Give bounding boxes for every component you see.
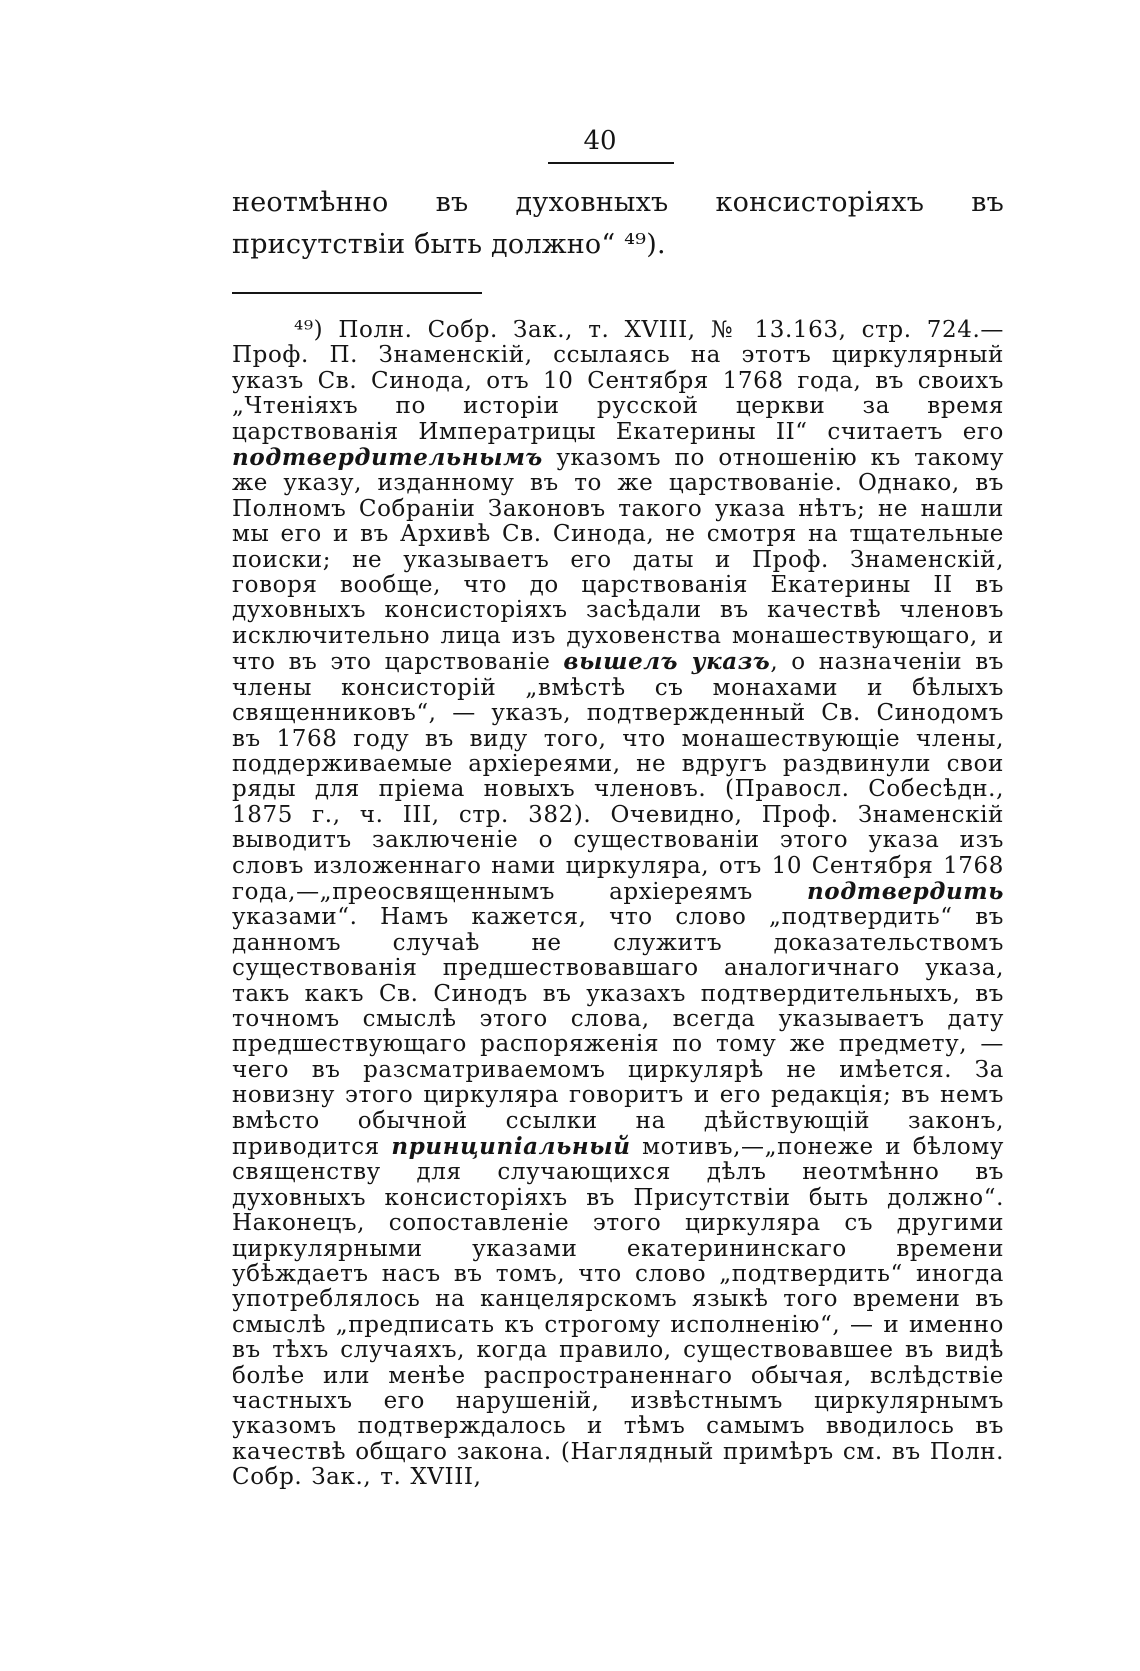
footnote-italic: вышелъ указъ — [563, 648, 771, 676]
footnote-italic: принципіальный — [391, 1133, 631, 1160]
header-rule — [548, 162, 674, 164]
footnote-segment: , о назначеніи въ члены консисторій „вмѣстѣ съ монахами и бѣлыхъ священниковъ“, — указъ, подтвержденный Св. Синодомъ въ 1768 году въ виду того, что монашествующіе члены, поддерживаемые архіереями, не вдругъ раздвинули свои ряды для пріема новыхъ членовъ. (Правосл. Собесѣдн., 1875 г., ч. III, стр. 382). Очевидно, Проф. Знаменскій выводитъ заключеніе о существованіи этого указа изъ словъ изложеннаго нами циркуляра, отъ 10 Сентября 1768 года,—„преосвященнымъ архіереямъ — [232, 649, 1005, 905]
footnote-segment: указами“. Намъ кажется, что слово „подтвердить“ въ данномъ случаѣ не служитъ доказательствомъ существованія предшествовавшаго аналогичнаго указа, такъ какъ Св. Синодъ въ указахъ подтвердительныхъ, въ точномъ смыслѣ этого слова, всегда указываетъ дату предшествующаго распоряженія по тому же предмету, — чего въ разсматриваемомъ циркулярѣ не имѣется. За новизну этого циркуляра говоритъ и его редакція; въ немъ вмѣсто обычной ссылки на дѣйствующій законъ, приводится — [232, 904, 1004, 1160]
footnote-separator — [232, 292, 482, 294]
page-number: 40 — [583, 126, 617, 156]
footnote-marker: ⁴⁹) — [294, 317, 324, 343]
footnote — [232, 318, 1004, 1491]
main-text: неотмѣнно въ духовныхъ консисторіяхъ въ присутствіи быть должно“ ⁴⁹). — [232, 187, 1004, 260]
footnote-italic: подтвердительнымъ — [232, 444, 543, 472]
footnote-segment: мотивъ,—„понеже и бѣлому священству для случающихся дѣлъ неотмѣнно въ духовныхъ консисторіяхъ въ Присутствіи быть должно“. Наконецъ, сопоставленіе этого циркуляра съ другими циркулярными указами екатерининскаго времени убѣждаетъ насъ въ томъ, что слово „подтвердить“ иногда употреблялось на канцелярскомъ языкѣ того времени въ смыслѣ „предписать къ строгому исполненію“, — и именно въ тѣхъ случаяхъ, когда правило, существовавшее въ видѣ болѣе или менѣе распространеннаго обычая, вслѣдствіе частныхъ его нарушеній, извѣстнымъ циркулярнымъ указомъ подтверждалось и тѣмъ самымъ вводилось въ качествѣ общаго закона. (Наглядный примѣръ см. въ Полн. Собр. Зак., т. XVIII, — [232, 1134, 1004, 1491]
footnote-segment: указомъ по отношенію къ такому же указу, изданному въ то же царствованіе. Однако, въ Полномъ Собраніи Законовъ такого указа нѣтъ; не нашли мы его и въ Архивѣ Св. Синода, не смотря на тщательные поиски; не указываетъ его даты и Проф. Знаменскій, говоря вообще, что до царствованія Екатерины II въ духовныхъ консисторіяхъ засѣдали въ качествѣ членовъ исключительно лица изъ духовенства монашествующаго, и что въ это царствованіе — [232, 445, 1004, 676]
footnote-segment: Полн. Собр. Зак., т. XVIII, № 13.163, стр. 724.—Проф. П. Знаменскій, ссылаясь на этотъ циркулярный указъ Св. Синода, отъ 10 Сентября 1768 года, въ своихъ „Чтеніяхъ по исторіи русской церкви за время царствованія Императрицы Екатерины II“ считаетъ его — [232, 317, 1004, 445]
footnote-italic: подтвердить — [806, 877, 1004, 905]
